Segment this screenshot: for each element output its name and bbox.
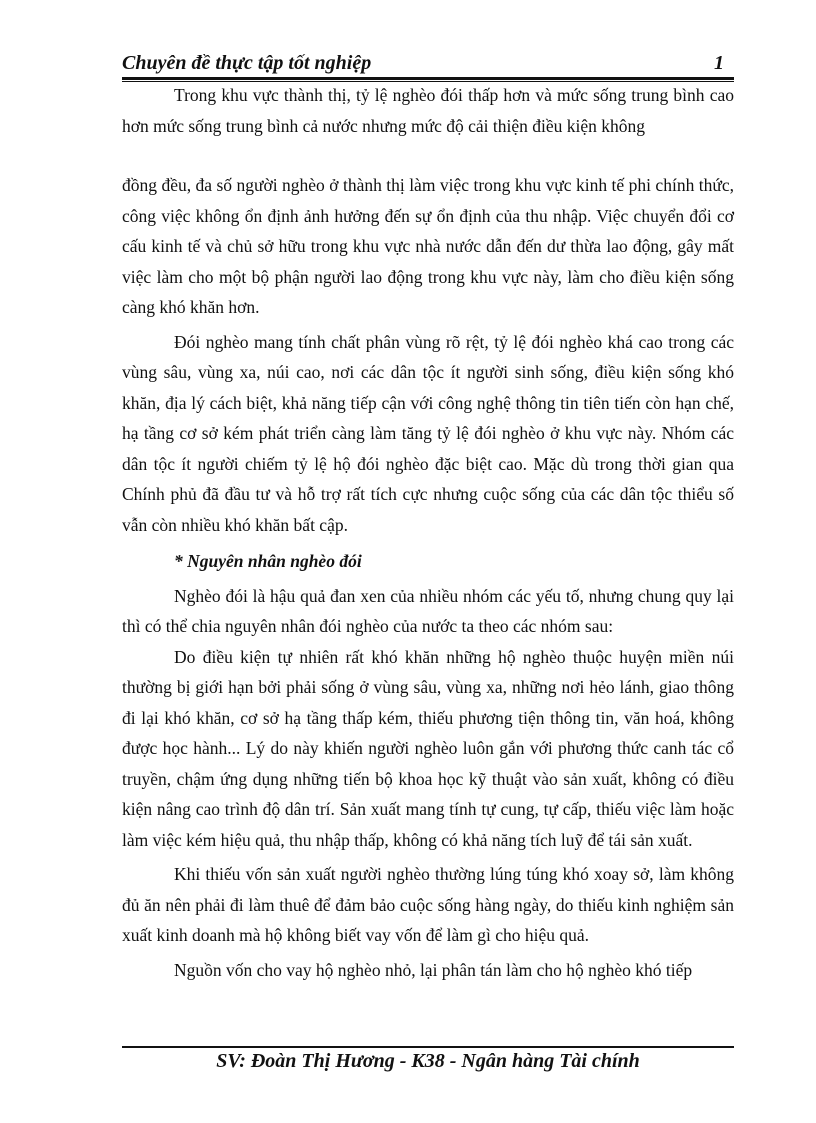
paragraph-urban-poverty-continued: đồng đều, đa số người nghèo ở thành thị làm việc trong khu vực kinh tế phi chính thức, công việc không ổn định ảnh hưởng đến sự ổn định của thu nhập. Việc chuyển đổi cơ cấu kinh tế và chủ sở hữu trong khu vực nhà nước dẫn đến dư thừa lao động, gây mất việc làm cho một bộ phận người lao động trong khu vực này, làm cho điều kiện sống càng khó khăn hơn. xyxy=(122,175,734,317)
paragraph-urban-poverty: Trong khu vực thành thị, tỷ lệ nghèo đói thấp hơn và mức sống trung bình cao hơn mức sống trung bình cả nước nhưng mức độ cải thiện điều kiện không xyxy=(122,85,734,136)
section-heading: * Nguyên nhân nghèo đói xyxy=(174,551,362,571)
paragraph-regional-poverty: Đói nghèo mang tính chất phân vùng rõ rệt, tỷ lệ đói nghèo khá cao trong các vùng sâu, vùng xa, núi cao, nơi các dân tộc ít người sinh sống, điều kiện sống khó khăn, địa lý cách biệt, khả năng tiếp cận với công nghệ thông tin tiên tiến còn hạn chế, hạ tầng cơ sở kém phát triển càng làm tăng tỷ lệ đói nghèo ở khu vực này. Nhóm các dân tộc ít người chiếm tỷ lệ hộ đói nghèo đặc biệt cao. Mặc dù trong thời gian qua Chính phủ đã đầu tư và hỗ trợ rất tích cực nhưng cuộc sống của các dân tộc thiểu số vẫn còn nhiều khó khăn bất cập. xyxy=(122,331,734,535)
document-body xyxy=(122,80,734,985)
page-header xyxy=(122,52,734,78)
paragraph-natural-conditions: Do điều kiện tự nhiên rất khó khăn những hộ nghèo thuộc huyện miền núi thường bị giới hạn bởi phải sống ở vùng sâu, vùng xa, những nơi hẻo lánh, giao thông đi lại khó khăn, cơ sở hạ tầng thấp kém, thiếu phương tiện thông tin, văn hoá, không được học hành... Lý do này khiến người nghèo luôn gắn với phương thức canh tác cổ truyền, chậm ứng dụng những tiến bộ khoa học kỹ thuật vào sản xuất, không có điều kiện nâng cao trình độ dân trí. Sản xuất mang tính tự cung, tự cấp, thiếu việc làm hoặc làm việc kém hiệu quả, thu nhập thấp, không có khả năng tích luỹ để tái sản xuất. xyxy=(122,646,734,850)
paragraph-lack-of-capital: Khi thiếu vốn sản xuất người nghèo thường lúng túng khó xoay sở, làm không đủ ăn nên phải đi làm thuê để đảm bảo cuộc sống hàng ngày, do thiếu kinh nghiệm sản xuất kinh doanh mà hộ không biết vay vốn để làm gì cho hiệu quả. xyxy=(122,864,734,945)
document-title: Chuyên đề thực tập tốt nghiệp xyxy=(122,52,372,74)
page-number: 1 xyxy=(714,52,724,74)
footer-divider xyxy=(122,1046,734,1048)
page-footer: SV: Đoàn Thị Hương - K38 - Ngân hàng Tài chính xyxy=(216,1050,640,1072)
paragraph-loan-capital: Nguồn vốn cho vay hộ nghèo nhỏ, lại phân tán làm cho hộ nghèo khó tiếp xyxy=(174,959,693,980)
paragraph-poverty-causes: Nghèo đói là hậu quả đan xen của nhiều nhóm các yếu tố, nhưng chung quy lại thì có thể chia nguyên nhân đói nghèo của nước ta theo các nhóm sau: xyxy=(122,585,734,636)
